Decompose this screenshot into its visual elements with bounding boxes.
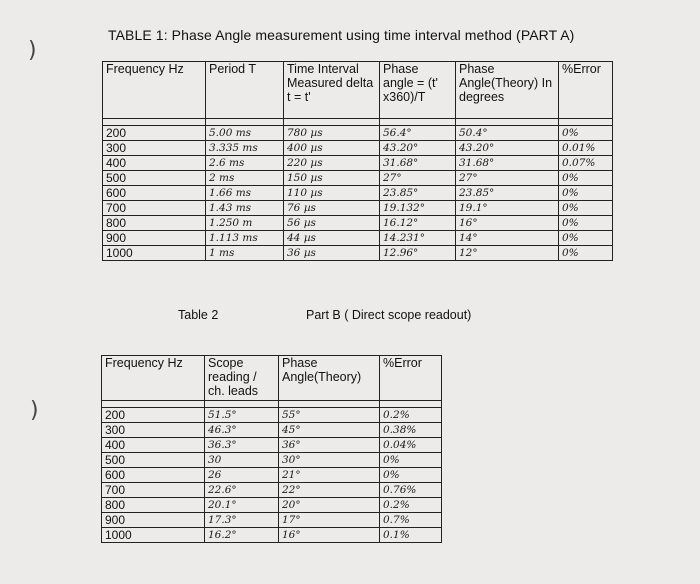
t2-scope: 17.3°	[205, 513, 279, 528]
t1-angle: 12.96°	[380, 246, 456, 261]
table-row	[102, 513, 442, 528]
t1-theory: 31.68°	[456, 156, 559, 171]
t1-freq: 700	[103, 201, 206, 216]
t2-freq: 300	[102, 423, 205, 438]
table-row	[102, 408, 442, 423]
t2-theory: 45°	[279, 423, 380, 438]
table1-title: TABLE 1: Phase Angle measurement using time interval method (PART A)	[108, 27, 575, 43]
table-row	[102, 453, 442, 468]
table-row	[103, 201, 613, 216]
t2-header-phase-theory: Phase Angle(Theory)	[279, 356, 380, 401]
t2-scope: 26	[205, 468, 279, 483]
t1-freq: 500	[103, 171, 206, 186]
t1-theory: 19.1°	[456, 201, 559, 216]
t2-theory: 30°	[279, 453, 380, 468]
t1-freq: 600	[103, 186, 206, 201]
t1-theory: 43.20°	[456, 141, 559, 156]
t1-header-frequency: Frequency Hz	[103, 62, 206, 119]
t2-freq: 400	[102, 438, 205, 453]
t1-error: 0%	[559, 171, 613, 186]
t2-error: 0.04%	[380, 438, 442, 453]
table-row	[103, 231, 613, 246]
t2-error: 0.38%	[380, 423, 442, 438]
t1-angle: 43.20°	[380, 141, 456, 156]
t2-theory: 20°	[279, 498, 380, 513]
t2-error: 0.2%	[380, 498, 442, 513]
t1-freq: 900	[103, 231, 206, 246]
t2-theory: 16°	[279, 528, 380, 543]
t1-interval: 110 µs	[284, 186, 380, 201]
table-row	[103, 216, 613, 231]
t2-theory: 21°	[279, 468, 380, 483]
table-row	[102, 483, 442, 498]
t1-error: 0%	[559, 186, 613, 201]
t1-freq: 400	[103, 156, 206, 171]
t2-freq: 500	[102, 453, 205, 468]
t2-header-frequency: Frequency Hz	[102, 356, 205, 401]
t1-angle: 14.231°	[380, 231, 456, 246]
t2-freq: 200	[102, 408, 205, 423]
t1-theory: 23.85°	[456, 186, 559, 201]
binder-hole-mark-bottom: )	[30, 398, 39, 423]
t2-error: 0.2%	[380, 408, 442, 423]
t2-scope: 30	[205, 453, 279, 468]
t1-angle: 27°	[380, 171, 456, 186]
table-row	[103, 171, 613, 186]
t1-angle: 56.4°	[380, 126, 456, 141]
t1-freq: 300	[103, 141, 206, 156]
table-row	[102, 498, 442, 513]
t1-interval: 780 µs	[284, 126, 380, 141]
t1-error: 0%	[559, 201, 613, 216]
t2-scope: 16.2°	[205, 528, 279, 543]
t1-error: 0%	[559, 246, 613, 261]
t2-error: 0.1%	[380, 528, 442, 543]
t2-theory: 17°	[279, 513, 380, 528]
t1-interval: 400 µs	[284, 141, 380, 156]
table2-label: Table 2	[178, 308, 219, 322]
table-row	[103, 186, 613, 201]
binder-hole-mark-top: )	[28, 38, 37, 63]
table-row	[103, 156, 613, 171]
t1-header-period: Period T	[206, 62, 284, 119]
t1-interval: 36 µs	[284, 246, 380, 261]
t1-period: 1.113 ms	[206, 231, 284, 246]
t1-interval: 220 µs	[284, 156, 380, 171]
t1-theory: 50.4°	[456, 126, 559, 141]
t2-freq: 800	[102, 498, 205, 513]
t1-header-time-interval: Time Interval Measured delta t = t'	[284, 62, 380, 119]
t1-period: 1.250 m	[206, 216, 284, 231]
t2-scope: 36.3°	[205, 438, 279, 453]
t1-period: 1 ms	[206, 246, 284, 261]
t2-theory: 36°	[279, 438, 380, 453]
t1-freq: 200	[103, 126, 206, 141]
t1-theory: 14°	[456, 231, 559, 246]
t2-header-scope-reading: Scope reading / ch. leads	[205, 356, 279, 401]
t1-error: 0%	[559, 216, 613, 231]
table2-scope-readout	[101, 355, 442, 543]
t2-scope: 22.6°	[205, 483, 279, 498]
t1-freq: 1000	[103, 246, 206, 261]
t1-interval: 150 µs	[284, 171, 380, 186]
t1-theory: 27°	[456, 171, 559, 186]
t1-angle: 19.132°	[380, 201, 456, 216]
table2-header-row	[102, 356, 442, 401]
t1-period: 1.66 ms	[206, 186, 284, 201]
t2-error: 0.7%	[380, 513, 442, 528]
partb-label: Part B ( Direct scope readout)	[306, 308, 472, 322]
t1-angle: 31.68°	[380, 156, 456, 171]
t1-header-phase-angle: Phase angle = (t' x360)/T	[380, 62, 456, 119]
t1-header-phase-theory: Phase Angle(Theory) In degrees	[456, 62, 559, 119]
t2-theory: 55°	[279, 408, 380, 423]
table-row	[102, 423, 442, 438]
table1-phase-angle	[102, 61, 613, 261]
t1-interval: 56 µs	[284, 216, 380, 231]
t2-theory: 22°	[279, 483, 380, 498]
t1-interval: 76 µs	[284, 201, 380, 216]
t1-angle: 16.12°	[380, 216, 456, 231]
table-row	[103, 141, 613, 156]
table1-header-row	[103, 62, 613, 119]
t1-period: 5.00 ms	[206, 126, 284, 141]
t1-angle: 23.85°	[380, 186, 456, 201]
t1-period: 2 ms	[206, 171, 284, 186]
table-row	[103, 246, 613, 261]
t1-error: 0%	[559, 126, 613, 141]
t2-scope: 20.1°	[205, 498, 279, 513]
t2-scope: 46.3°	[205, 423, 279, 438]
t2-freq: 600	[102, 468, 205, 483]
table-row	[103, 126, 613, 141]
t1-theory: 12°	[456, 246, 559, 261]
t2-error: 0%	[380, 468, 442, 483]
t2-header-error: %Error	[380, 356, 442, 401]
t1-interval: 44 µs	[284, 231, 380, 246]
table-row	[102, 438, 442, 453]
table-row	[102, 528, 442, 543]
t1-theory: 16°	[456, 216, 559, 231]
t2-scope: 51.5°	[205, 408, 279, 423]
t2-freq: 700	[102, 483, 205, 498]
t1-freq: 800	[103, 216, 206, 231]
table-row	[102, 468, 442, 483]
t1-error: 0.01%	[559, 141, 613, 156]
t2-error: 0%	[380, 453, 442, 468]
t1-period: 1.43 ms	[206, 201, 284, 216]
t2-error: 0.76%	[380, 483, 442, 498]
t1-header-error: %Error	[559, 62, 613, 119]
t1-period: 2.6 ms	[206, 156, 284, 171]
t1-error: 0.07%	[559, 156, 613, 171]
t2-freq: 900	[102, 513, 205, 528]
t2-freq: 1000	[102, 528, 205, 543]
t1-period: 3.335 ms	[206, 141, 284, 156]
t1-error: 0%	[559, 231, 613, 246]
